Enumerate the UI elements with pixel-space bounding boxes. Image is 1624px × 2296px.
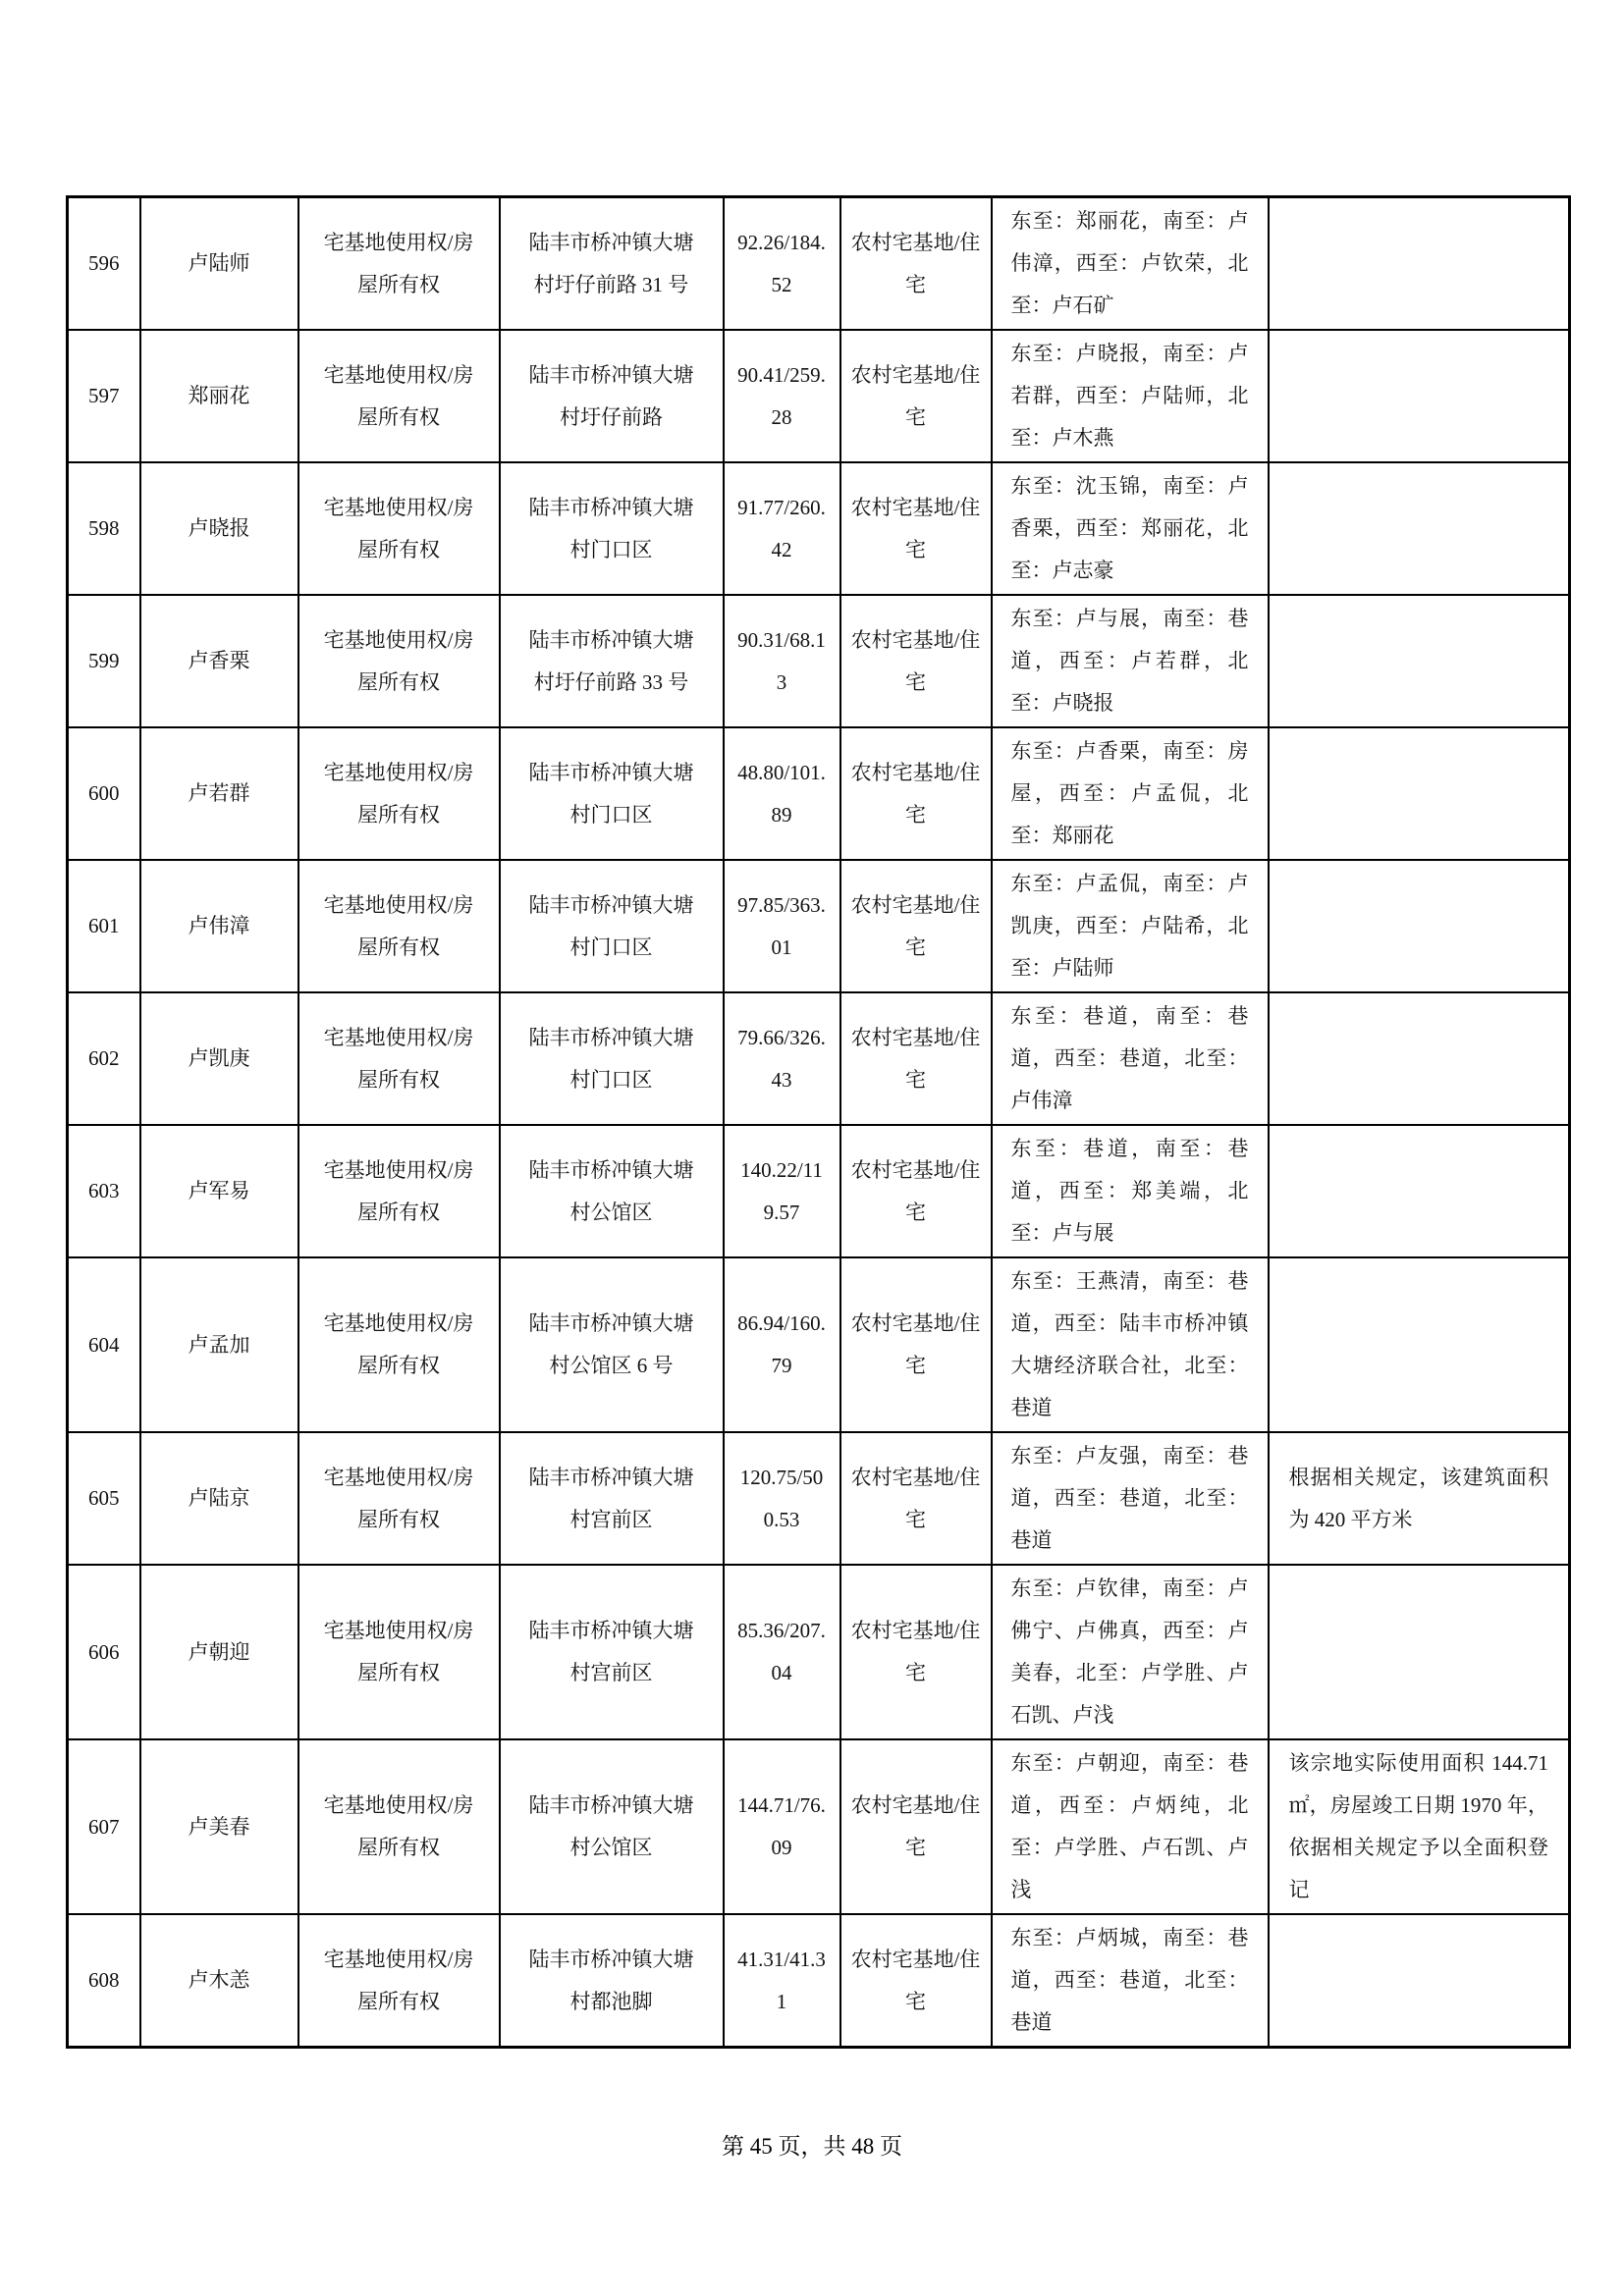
cell-land-use: 农村宅基地/住宅 <box>840 1257 992 1432</box>
cell-address: 陆丰市桥冲镇大塘村公馆区 6 号 <box>500 1257 724 1432</box>
cell-area: 97.85/363.01 <box>724 860 840 992</box>
page-footer: 第 45 页，共 48 页 <box>722 2134 902 2159</box>
cell-area: 86.94/160.79 <box>724 1257 840 1432</box>
cell-boundaries: 东至：卢与展，南至：巷道，西至：卢若群，北至：卢晓报 <box>992 595 1269 727</box>
cell-right: 宅基地使用权/房屋所有权 <box>298 727 500 860</box>
table-body <box>68 197 1570 2048</box>
cell-remark: 该宗地实际使用面积 144.71㎡，房屋竣工日期 1970 年，依据相关规定予以全面积登记 <box>1269 1739 1570 1914</box>
cell-land-use: 农村宅基地/住宅 <box>840 330 992 462</box>
cell-right: 宅基地使用权/房屋所有权 <box>298 1565 500 1739</box>
cell-no: 605 <box>68 1432 140 1565</box>
cell-no: 597 <box>68 330 140 462</box>
cell-no: 607 <box>68 1739 140 1914</box>
cell-no: 602 <box>68 992 140 1125</box>
cell-name: 卢晓报 <box>140 462 298 595</box>
cell-boundaries: 东至：巷道，南至：巷道，西至：巷道，北至：卢伟漳 <box>992 992 1269 1125</box>
cell-name: 卢香栗 <box>140 595 298 727</box>
cell-no: 596 <box>68 197 140 331</box>
cell-remark <box>1269 1257 1570 1432</box>
cell-remark <box>1269 1914 1570 2048</box>
cell-address: 陆丰市桥冲镇大塘村门口区 <box>500 992 724 1125</box>
registry-row <box>68 595 1570 727</box>
cell-remark <box>1269 1125 1570 1257</box>
cell-remark <box>1269 595 1570 727</box>
cell-remark <box>1269 860 1570 992</box>
cell-boundaries: 东至：卢孟侃，南至：卢凯庚，西至：卢陆希，北至：卢陆师 <box>992 860 1269 992</box>
cell-land-use: 农村宅基地/住宅 <box>840 1125 992 1257</box>
cell-no: 608 <box>68 1914 140 2048</box>
cell-address: 陆丰市桥冲镇大塘村公馆区 <box>500 1125 724 1257</box>
cell-area: 85.36/207.04 <box>724 1565 840 1739</box>
cell-boundaries: 东至：卢香栗，南至：房屋，西至：卢孟侃，北至：郑丽花 <box>992 727 1269 860</box>
cell-land-use: 农村宅基地/住宅 <box>840 197 992 331</box>
cell-address: 陆丰市桥冲镇大塘村宫前区 <box>500 1565 724 1739</box>
cell-right: 宅基地使用权/房屋所有权 <box>298 462 500 595</box>
cell-right: 宅基地使用权/房屋所有权 <box>298 860 500 992</box>
cell-right: 宅基地使用权/房屋所有权 <box>298 1914 500 2048</box>
cell-land-use: 农村宅基地/住宅 <box>840 992 992 1125</box>
cell-no: 598 <box>68 462 140 595</box>
cell-address: 陆丰市桥冲镇大塘村门口区 <box>500 462 724 595</box>
cell-name: 卢美春 <box>140 1739 298 1914</box>
cell-name: 郑丽花 <box>140 330 298 462</box>
cell-area: 91.77/260.42 <box>724 462 840 595</box>
cell-name: 卢凯庚 <box>140 992 298 1125</box>
cell-right: 宅基地使用权/房屋所有权 <box>298 1432 500 1565</box>
cell-name: 卢陆京 <box>140 1432 298 1565</box>
cell-remark <box>1269 197 1570 331</box>
registry-row <box>68 462 1570 595</box>
cell-boundaries: 东至：沈玉锦，南至：卢香栗，西至：郑丽花，北至：卢志豪 <box>992 462 1269 595</box>
cell-area: 41.31/41.31 <box>724 1914 840 2048</box>
cell-right: 宅基地使用权/房屋所有权 <box>298 1125 500 1257</box>
cell-land-use: 农村宅基地/住宅 <box>840 1565 992 1739</box>
cell-land-use: 农村宅基地/住宅 <box>840 727 992 860</box>
cell-boundaries: 东至：卢炳城，南至：巷道，西至：巷道，北至：巷道 <box>992 1914 1269 2048</box>
registry-row <box>68 1565 1570 1739</box>
cell-boundaries: 东至：巷道，南至：巷道，西至：郑美端，北至：卢与展 <box>992 1125 1269 1257</box>
registry-row <box>68 992 1570 1125</box>
registry-row <box>68 1914 1570 2048</box>
cell-area: 140.22/119.57 <box>724 1125 840 1257</box>
cell-address: 陆丰市桥冲镇大塘村圩仔前路 31 号 <box>500 197 724 331</box>
cell-name: 卢孟加 <box>140 1257 298 1432</box>
land-registry-table <box>66 195 1571 2049</box>
cell-address: 陆丰市桥冲镇大塘村都池脚 <box>500 1914 724 2048</box>
cell-name: 卢朝迎 <box>140 1565 298 1739</box>
cell-right: 宅基地使用权/房屋所有权 <box>298 197 500 331</box>
cell-area: 90.31/68.13 <box>724 595 840 727</box>
registry-row <box>68 727 1570 860</box>
cell-land-use: 农村宅基地/住宅 <box>840 1432 992 1565</box>
cell-area: 48.80/101.89 <box>724 727 840 860</box>
cell-right: 宅基地使用权/房屋所有权 <box>298 330 500 462</box>
registry-row <box>68 860 1570 992</box>
cell-remark <box>1269 727 1570 860</box>
cell-address: 陆丰市桥冲镇大塘村公馆区 <box>500 1739 724 1914</box>
cell-address: 陆丰市桥冲镇大塘村圩仔前路 <box>500 330 724 462</box>
cell-area: 79.66/326.43 <box>724 992 840 1125</box>
cell-boundaries: 东至：王燕清，南至：巷道，西至：陆丰市桥冲镇大塘经济联合社，北至：巷道 <box>992 1257 1269 1432</box>
cell-remark <box>1269 992 1570 1125</box>
cell-remark <box>1269 330 1570 462</box>
cell-name: 卢伟漳 <box>140 860 298 992</box>
cell-area: 90.41/259.28 <box>724 330 840 462</box>
cell-name: 卢木恙 <box>140 1914 298 2048</box>
cell-no: 603 <box>68 1125 140 1257</box>
cell-area: 120.75/500.53 <box>724 1432 840 1565</box>
cell-name: 卢若群 <box>140 727 298 860</box>
registry-row <box>68 1257 1570 1432</box>
cell-boundaries: 东至：卢晓报，南至：卢若群，西至：卢陆师，北至：卢木燕 <box>992 330 1269 462</box>
registry-row <box>68 197 1570 331</box>
cell-no: 599 <box>68 595 140 727</box>
cell-address: 陆丰市桥冲镇大塘村门口区 <box>500 727 724 860</box>
cell-right: 宅基地使用权/房屋所有权 <box>298 1739 500 1914</box>
cell-boundaries: 东至：卢钦律，南至：卢佛宁、卢佛真，西至：卢美春，北至：卢学胜、卢石凯、卢浅 <box>992 1565 1269 1739</box>
cell-land-use: 农村宅基地/住宅 <box>840 595 992 727</box>
registry-row <box>68 1125 1570 1257</box>
cell-remark <box>1269 1565 1570 1739</box>
cell-land-use: 农村宅基地/住宅 <box>840 1914 992 2048</box>
cell-area: 92.26/184.52 <box>724 197 840 331</box>
cell-address: 陆丰市桥冲镇大塘村圩仔前路 33 号 <box>500 595 724 727</box>
cell-no: 600 <box>68 727 140 860</box>
cell-right: 宅基地使用权/房屋所有权 <box>298 595 500 727</box>
registry-row <box>68 1739 1570 1914</box>
cell-no: 604 <box>68 1257 140 1432</box>
cell-boundaries: 东至：卢朝迎，南至：巷道，西至：卢炳纯，北至：卢学胜、卢石凯、卢浅 <box>992 1739 1269 1914</box>
cell-area: 144.71/76.09 <box>724 1739 840 1914</box>
cell-boundaries: 东至：卢友强，南至：巷道，西至：巷道，北至：巷道 <box>992 1432 1269 1565</box>
cell-boundaries: 东至：郑丽花，南至：卢伟漳，西至：卢钦荣，北至：卢石矿 <box>992 197 1269 331</box>
cell-address: 陆丰市桥冲镇大塘村宫前区 <box>500 1432 724 1565</box>
cell-right: 宅基地使用权/房屋所有权 <box>298 1257 500 1432</box>
cell-land-use: 农村宅基地/住宅 <box>840 462 992 595</box>
cell-name: 卢军易 <box>140 1125 298 1257</box>
cell-right: 宅基地使用权/房屋所有权 <box>298 992 500 1125</box>
registry-row <box>68 330 1570 462</box>
cell-remark: 根据相关规定，该建筑面积为 420 平方米 <box>1269 1432 1570 1565</box>
registry-row <box>68 1432 1570 1565</box>
cell-name: 卢陆师 <box>140 197 298 331</box>
cell-no: 606 <box>68 1565 140 1739</box>
cell-remark <box>1269 462 1570 595</box>
cell-address: 陆丰市桥冲镇大塘村门口区 <box>500 860 724 992</box>
cell-land-use: 农村宅基地/住宅 <box>840 860 992 992</box>
cell-no: 601 <box>68 860 140 992</box>
cell-land-use: 农村宅基地/住宅 <box>840 1739 992 1914</box>
